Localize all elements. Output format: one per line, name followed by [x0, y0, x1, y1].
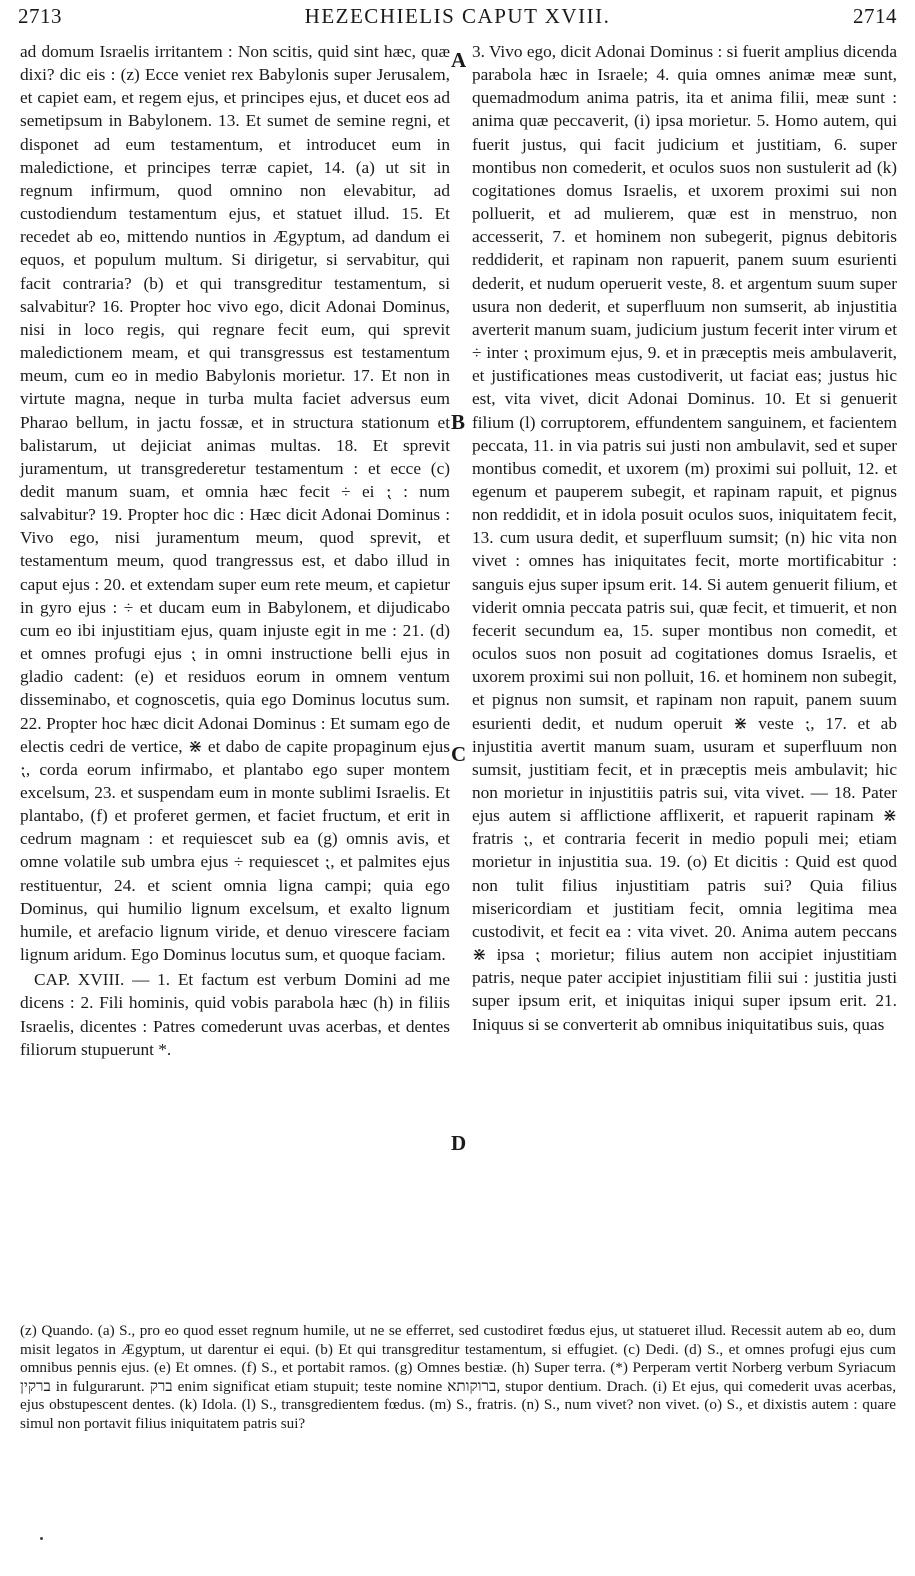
- text-column-left: [20, 40, 450, 1061]
- column-left-text: ad domum Israelis irritantem : Non scitis, quid sint hæc, quæ dixi? dic eis : (z) Ecce veniet rex Babylonis super Jerusalem, et capiet eam, et regem ejus, et principes ejus, et ducet eos ad semetipsum in Babylonem. 13. Et sumet de semine regni, et disponet ad eum testamentum, et introducet eum in maledictione, et principes terræ capiet, 14. (a) ut sit in regnum infirmum, quod omnino non elevabitur, ad custodiendum testamentum ejus, et statuet illud. 15. Et recedet ab eo, mittendo nuntios in Ægyptum, ad dandum ei equos, et populum multum. Si dirigetur, si servabitur, qui facit contraria? (b) et qui transgreditur testamentum, si salvabitur? 16. Propter hoc vivo ego, dicit Adonai Dominus, nisi in loco regis, qui regnare fecit eum, qui sprevit maledictionem meam, et qui transgressus est testamentum meum, cum eo in medio Babylonis morietur. 17. Et non in virtute magna, neque in turba multa faciet adversus eum Pharao bellum, in jactu fossæ, et in structura stationum et balistarum, ut dejiciat animas multas. 18. Et sprevit juramentum, ut transgrederetur testamentum : et ecce (c) dedit manum suam, et omnia hæc fecit ÷ ei ⁏ : num salvabitur? 19. Propter hoc dic : Hæc dicit Adonai Dominus : Vivo ego, nisi juramentum meum, quod sprevit, et testamentum meum, quod trangressus est, et dabo illud in caput ejus : 20. et extendam super eum rete meum, et capietur in gyro ejus : ÷ et ducam eum in Babylonem, et dijudicabo cum eo ibi injustitiam ejus, quam injuste egit in me : 21. (d) et omnes profugi ejus ⁏ in omni instructione belli ejus in gladio cadent: (e) et residuos eorum in omnem ventum disseminabo, et cognoscetis, quia ego Dominus locutus sum. 22. Propter hoc hæc dicit Adonai Dominus : Et sumam ego de electis cedri de vertice, ⋇ et dabo de capite propaginum ejus ⁏, corda eorum infirmabo, et plantabo ego super montem excelsum, 23. et suspendam eum in monte sublimi Israelis. Et plantabo, (f) et proferet germen, et faciet fructum, et erit in cedrum magnam : et requiescet sub ea (g) omnis avis, et omne volatile sub umbra ejus ÷ requiescet ⁏, et palmites ejus restituentur, 24. et scient omnia ligna campi; quia ego Dominus, qui humilio lignum excelsum, et exalto lignum humile, et arefacio lignum viride, et denuo virescere faciam lignum aridum. Ego Dominus locutus sum, et quoque faciam.: [20, 42, 450, 965]
- margin-marker-a: A: [451, 48, 467, 72]
- text-column-right: [472, 40, 897, 1036]
- footnotes-text: (z) Quando. (a) S., pro eo quod esset regnum humile, ut ne se efferret, sed custodiret fœdus ejus, ut statueret illud. Recessit autem ab eo, dum misit legatos in Ægyptum, ut darentur ei equi. (b) Et qui transgreditur testamentum, si effugiet. (c) Dedi. (d) S., et omnes profugi ejus cum omnibus pennis ejus. (e) Et omnes. (f) S., et portabit ramos. (g) Omnes bestiæ. (h) Super terra. (*) Perperam vertit Norberg verbum Syriacum ברקין in fulgurarunt. ברק enim significat etiam stupuit; teste nomine ברוקותא, stupor dentium. Drach. (i) Et ejus, qui comederit uvas acerbas, ejus obstupescent dentes. (k) Idola. (l) S., transgredientem fœdus. (m) S., fratris. (n) S., num vivet? non vivet. (o) S., et dixistis autem : quare simul non portavit filius iniquitatem patris sui?: [20, 1322, 896, 1432]
- running-header: [18, 4, 897, 34]
- margin-marker-d: D: [451, 1131, 467, 1155]
- margin-marker-c: C: [451, 742, 467, 766]
- column-right-text: 3. Vivo ego, dicit Adonai Dominus : si fuerit amplius dicenda parabola hæc in Israele; 4. quia omnes animæ meæ sunt, quemadmodum anima patris, ita et anima filii, meæ sunt : anima quæ peccaverit, (i) ipsa morietur. 5. Homo autem, qui fuerit justus, qui facit judicium et justitiam, 6. super montibus non comederit, et oculos suos non sustulerit ad (k) cogitationes domus Israelis, et uxorem proximi sui non polluerit, et ad mulierem, quæ est in menstruo, non accesserit, 7. et hominem non subegerit, pignus debitoris reddiderit, et rapinam non rapuerit, panem suum esurienti dederit, et nudum operuerit veste, 8. et argentum suum super usura non dederit, et superfluum non sumserit, ab injustitia averterit manum suam, judicium justum fecerit inter virum et ÷ inter ⁏ proximum ejus, 9. et in præceptis meis ambulaverit, et justificationes meas custodiverit, ut faciat eas; justus hic est, vita vivet, dicit Adonai Dominus. 10. Et si genuerit filium (l) corruptorem, effundentem sanguinem, et facientem peccata, 11. in via patris sui justi non ambulavit, sed et super montibus comedit, et uxorem (m) proximi sui polluit, 12. et egenum et pauperem subegit, et rapinam rapuit, et pignus non reddidit, et in idola posuit oculos suos, iniquitatem fecit, 13. cum usura dedit, et superfluum sumsit; (n) hic vita non vivet : omnes has iniquitates fecit, morte mortificabitur : sanguis ejus super ipsum erit. 14. Si autem genuerit filium, et viderit omnia peccata patris sui, quæ fecit, et timuerit, et non fecerit secundum ea, 15. super montibus non comedit, et oculos suos non posuit ad cogitationes domus Israelis, et uxorem proximi sui non polluit, 16. et hominem non subegit, et pignus non sumsit, et rapinam non rapuit, panem suum esurienti dedit, et nudum operuit ⋇ veste ⁏, 17. et ab injustitia avertit manum suam, usuram et superfluum non sumsit, justitiam fecit, et in præceptis meis ambulavit; hic non morietur in injustitiis patris sui, vita vivet. — 18. Pater ejus autem si afflictione afflixerit, et rapuerit rapinam ⋇ fratris ⁏, et contraria fecerit in medio populi mei; etiam morietur in injustitia sua. 19. (o) Et dicitis : Quid est quod non tulit filius injustitiam patris sui? Quia filius misericordiam et justitiam fecit, omnia legitima mea custodivit, et fecit ea : vita vivet. 20. Anima autem peccans ⋇ ipsa ⁏ morietur; filius autem non accipiet injustitiam patris, neque pater accipiet injustitiam filii sui : justitia justi super ipsum erit, et iniquitas iniqui super ipsum erit. 21. Iniquus si se converterit ab omnibus iniquitatibus suis, quas: [472, 42, 897, 1034]
- footnotes: [20, 1322, 896, 1434]
- page-number-left: 2713: [18, 4, 62, 28]
- margin-marker-b: B: [451, 410, 466, 434]
- running-title: HEZECHIELIS CAPUT XVIII.: [304, 4, 611, 28]
- page-number-right: 2714: [853, 4, 897, 28]
- chapter-start-text: CAP. XVIII. — 1. Et factum est verbum Domini ad me dicens : 2. Fili hominis, quid vobis parabola hæc (h) in filiis Israelis, dicentes : Patres comederunt uvas acerbas, et dentes filiorum stupuerunt *.: [20, 970, 450, 1059]
- print-speck: [40, 1537, 43, 1540]
